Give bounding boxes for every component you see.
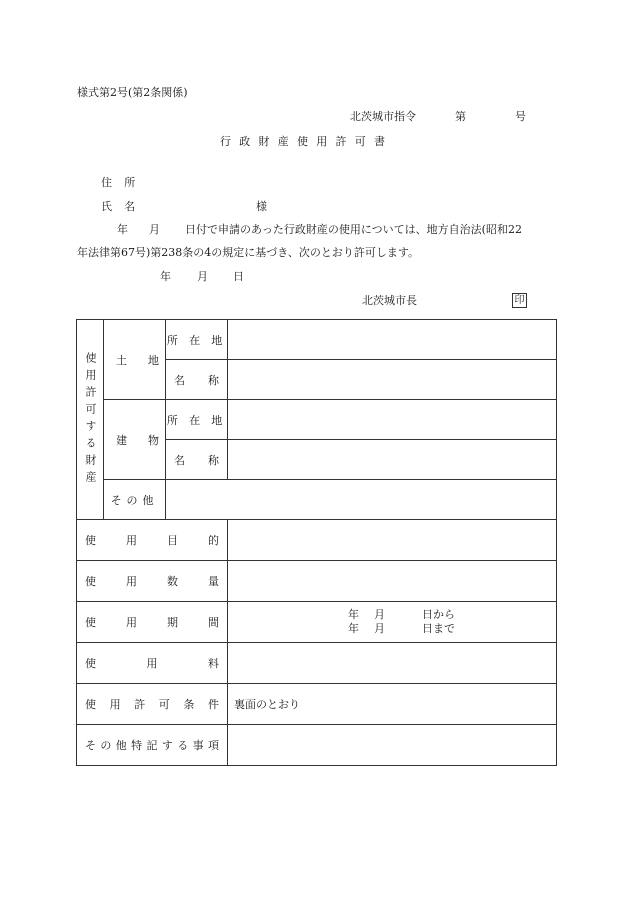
land-location-value [228,320,557,360]
notes-value [228,725,557,766]
building-label: 建 物 [116,433,159,447]
issue-month: 月 [197,270,208,283]
building-location-label: 所 在 地 [166,413,227,427]
property-header: 使用許可する財産 [84,351,97,488]
fee-label: 使 用 料 [85,657,219,670]
quantity-value [228,561,557,602]
period-to-year: 年 [348,622,359,635]
form-number: 様式第2号(第2条関係) [77,86,188,99]
land-cell [104,320,166,400]
period-grid [348,608,556,636]
land-name-value [228,360,557,400]
period-from-year: 年 [348,608,359,621]
body-line1: 日付で申請のあった行政財産の使用については、地方自治法(昭和22 [185,223,522,236]
directive-city: 北茨城市指令 [350,110,416,123]
application-month: 月 [149,223,160,236]
land-name-label-cell [166,360,228,400]
land-location-label-cell [166,320,228,360]
quantity-label: 使 用 数 量 [85,575,219,588]
issuer-name: 北茨城市長 [362,294,417,307]
purpose-value [228,520,557,561]
directive-dai: 第 [455,110,466,123]
issue-day: 日 [233,270,244,283]
conditions-value-cell [228,684,557,725]
period-label-cell [77,602,228,643]
seal-mark: 印 [512,293,527,308]
land-location-label: 所 在 地 [166,333,227,347]
period-to-month: 月 [374,622,385,635]
period-to-suffix: 日まで [422,622,455,635]
issue-year: 年 [160,270,171,283]
other-label-cell [104,480,166,520]
building-name-label-cell [166,440,228,480]
period-from-suffix: 日から [422,608,455,621]
building-name-value [228,440,557,480]
conditions-label-cell [77,684,228,725]
building-location-value [228,400,557,440]
building-cell [104,400,166,480]
conditions-value: 裏面のとおり [234,698,300,711]
directive-go: 号 [515,110,526,123]
period-from-month: 月 [374,608,385,621]
building-location-label-cell [166,400,228,440]
purpose-label: 使 用 目 的 [85,534,219,547]
period-label: 使 用 期 間 [85,616,219,629]
other-label: その他 [110,493,159,507]
name-label: 氏 名 [101,200,140,213]
land-name-label: 名 称 [174,373,219,387]
document-title: 行政財産使用許可書 [220,135,394,148]
application-year: 年 [117,223,128,236]
building-name-label: 名 称 [174,453,219,467]
conditions-label: 使 用 許 可 条 件 [85,698,219,711]
address-label: 住 所 [101,176,140,189]
quantity-label-cell [77,561,228,602]
notes-label: そ の 他 特 記 す る 事 項 [85,739,219,752]
fee-value [228,643,557,684]
purpose-label-cell [77,520,228,561]
property-header-cell [77,320,104,520]
body-line2: 年法律第67号)第238条の4の規定に基づき、次のとおり許可します。 [77,246,419,259]
land-label: 土 地 [116,353,159,367]
fee-label-cell [77,643,228,684]
period-value [228,602,557,643]
honorific: 様 [256,200,267,213]
permit-table [76,319,557,766]
notes-label-cell [77,725,228,766]
other-value [166,480,557,520]
